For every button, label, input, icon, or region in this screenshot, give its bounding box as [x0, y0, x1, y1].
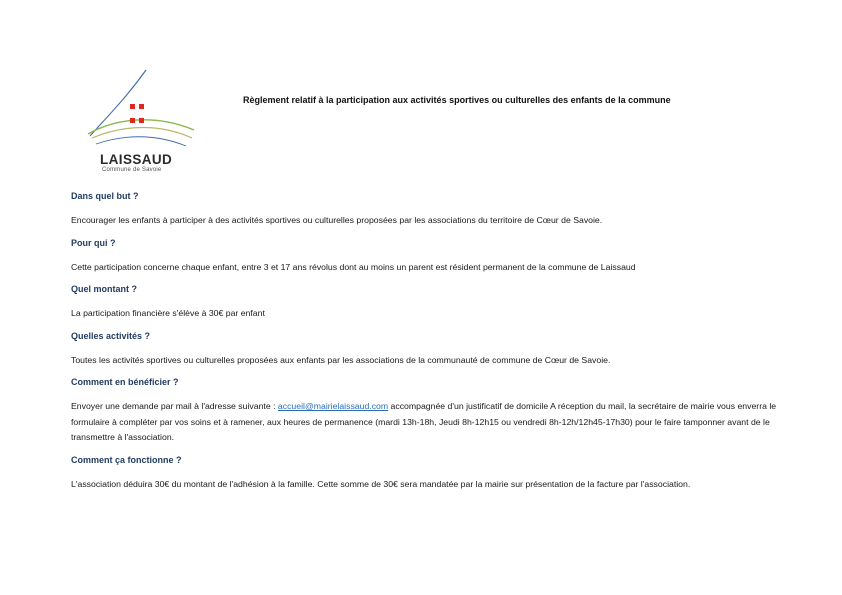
section-heading: Dans quel but ? — [71, 191, 139, 201]
document-body — [71, 190, 777, 492]
section-heading: Comment en bénéficier ? — [71, 377, 179, 387]
body-text: Envoyer une demande par mail à l'adresse suivante : — [71, 401, 278, 411]
email-link[interactable]: accueil@mairielaissaud.com — [277, 401, 389, 411]
section-heading: Quel montant ? — [71, 284, 137, 294]
body-text: accompagnée d'un justificatif de domicile A réception du mail, la secrétaire de mairie vous enverra le formulaire à compléter par vos soins et à ramener, aux heures de permanence (mardi 13h-18h, Jeudi 8h-12h15 ou vendredi 8h-12h/12h45-17h30) pour le faire tamponner avant de le transmettre à l'association. — [71, 401, 777, 442]
section-heading: Pour qui ? — [71, 237, 116, 248]
section-body: Toutes les activités sportives ou culturelles proposées aux enfants par les associations de la communauté de commune de Cœur de Savoie. — [71, 354, 611, 365]
section-heading: Quelles activités ? — [71, 330, 151, 341]
logo-graphic — [86, 68, 198, 148]
logo-subtitle: Commune de Savoie — [102, 167, 162, 173]
commune-logo — [86, 68, 198, 180]
logo-name: LAISSAUD — [100, 152, 173, 167]
section-body: Cette participation concerne chaque enfant, entre 3 et 17 ans révolus dont au moins un parent est résident permanent de la commune de Laissaud — [71, 261, 636, 272]
section-heading: Comment ça fonctionne ? — [71, 454, 182, 465]
section-body — [71, 399, 777, 446]
section-body: L'association déduira 30€ du montant de l'adhésion à la famille. Cette somme de 30€ sera mandatée par la mairie sur présentation de la facture par l'association. — [71, 478, 691, 489]
document-title: Règlement relatif à la participation aux activités sportives ou culturelles des enfants de la commune — [243, 95, 671, 105]
section-body: Encourager les enfants à participer à des activités sportives ou culturelles proposées par les associations du territoire de Cœur de Savoie. — [71, 215, 603, 225]
section-body: La participation financière s'élève à 30€ par enfant — [71, 308, 265, 318]
